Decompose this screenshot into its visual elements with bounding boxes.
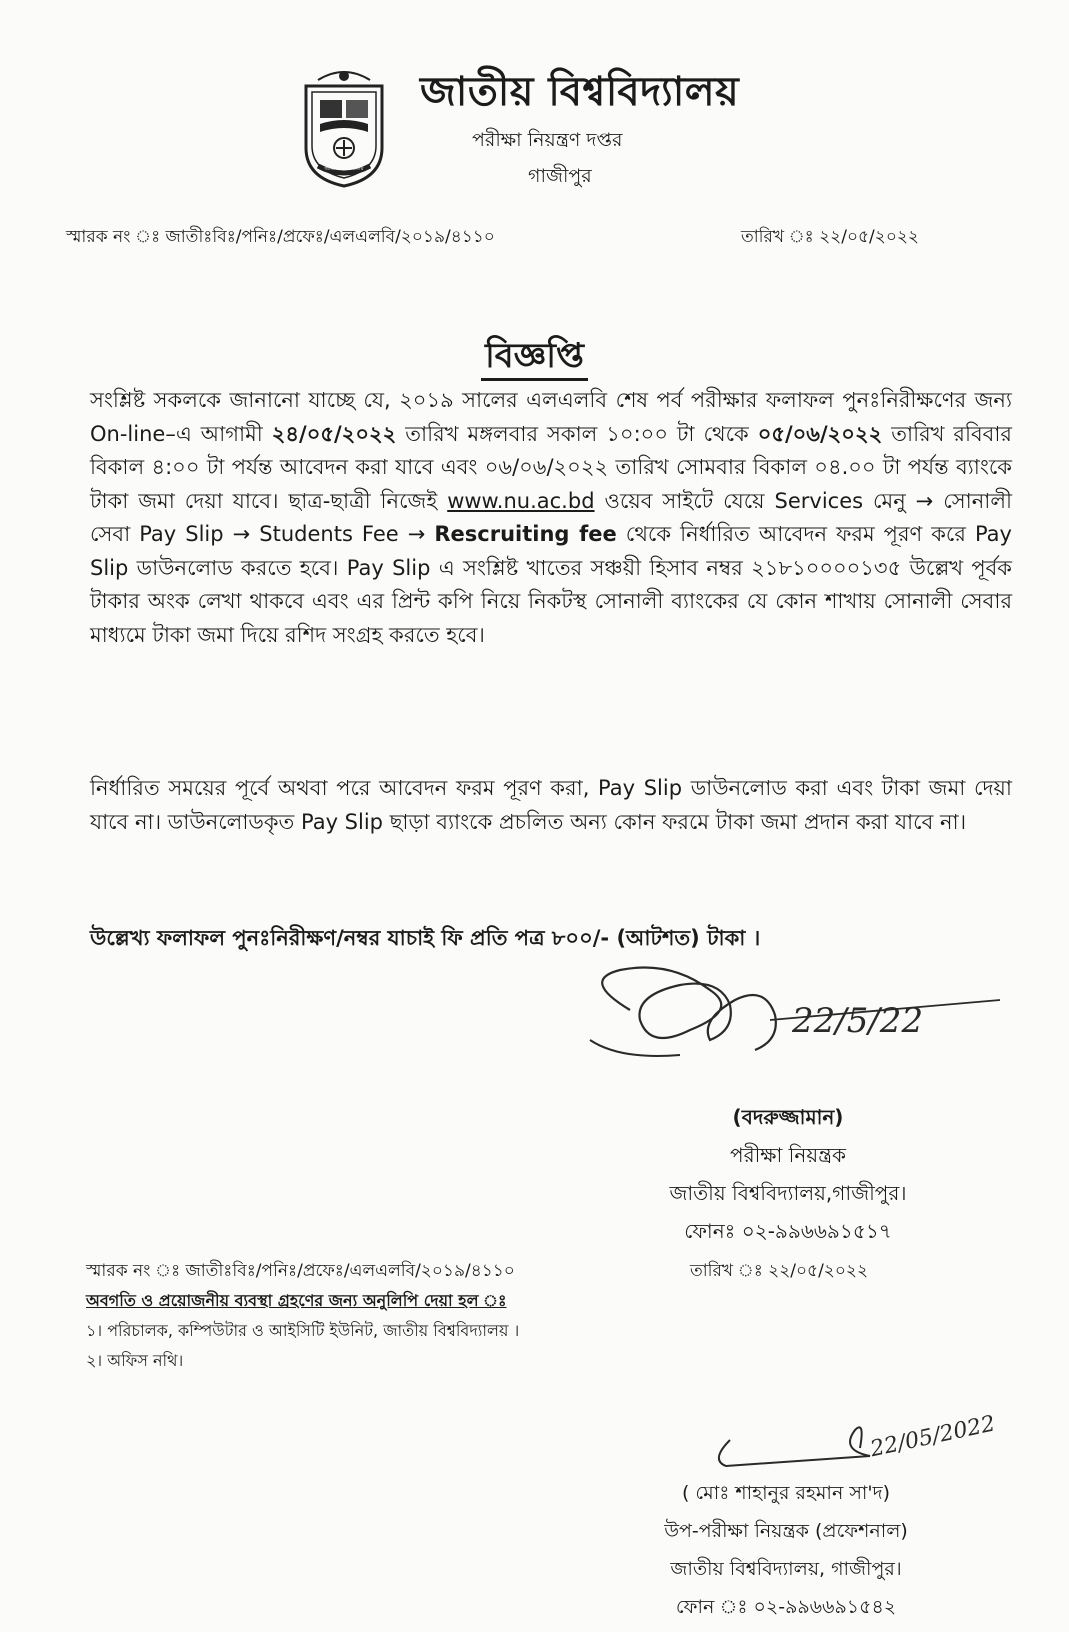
copy-item-2: ২। অফিস নথি।	[86, 1351, 184, 1370]
memo2-date: তারিখ ঃ ২২/০৫/২০২২	[690, 1261, 869, 1281]
signatory-1-name: (বদরুজ্জামান)	[732, 1105, 844, 1129]
signature-2-date: 22/05/2022	[868, 1411, 998, 1463]
website-link[interactable]: www.nu.ac.bd	[447, 488, 595, 513]
signatory-1-designation: পরীক্ষা নিয়ন্ত্রক	[730, 1143, 846, 1167]
signature-1	[560, 960, 1020, 1090]
signatory-1-block	[618, 1098, 958, 1250]
signature-1-date: 22/5/22	[792, 1001, 924, 1041]
signatory-2-name: ( মোঃ শাহানুর রহমান সা'দ)	[681, 1482, 891, 1504]
university-name: জাতীয় বিশ্ববিদ্যালয়	[420, 69, 740, 115]
p1-text-b: তারিখ মঙ্গলবার সকাল ১০:০০ টা থেকে	[396, 421, 758, 446]
copy-item-1: ১। পরিচালক, কম্পিউটার ও আইসিটি ইউনিট, জাতীয় বিশ্ববিদ্যালয় ।	[86, 1321, 520, 1340]
p1-text-a: সংশ্লিষ্ট সকলকে জানানো যাচ্ছে যে, ২০১৯ সালের এলএলবি শেষ পর্ব পরীক্ষার ফলাফল পুনঃনিরীক্ষণের জন্য On-line–এ আগামী	[90, 388, 1012, 446]
p1-fee-type: Rescruiting fee	[434, 522, 617, 546]
signatory-2-org: জাতীয় বিশ্ববিদ্যালয়, গাজীপুর।	[670, 1558, 902, 1580]
notice-title-wrap	[0, 330, 1069, 387]
signatory-2-designation: উপ-পরীক্ষা নিয়ন্ত্রক (প্রফেশনাল)	[664, 1520, 908, 1542]
notice-paragraph-2: নির্ধারিত সময়ের পূর্বে অথবা পরে আবেদন ফরম পূরণ করা, Pay Slip ডাউনলোড করা এবং টাকা জমা দেয়া যাবে না। ডাউনলোডকৃত Pay Slip ছাড়া ব্যাংকে প্রচলিত অন্য কোন ফরমে টাকা জমা প্রদান করা যাবে না।	[90, 776, 1012, 834]
signatory-2-phone: ফোন ঃ ০২-৯৯৬৬৯১৫৪২	[675, 1596, 897, 1618]
memo-number: স্মারক নং ঃ জাতীঃবিঃ/পনিঃ/প্রফেঃ/এলএলবি/২০১৯/৪১১০	[66, 227, 495, 247]
office-name: পরীক্ষা নিয়ন্ত্রণ দপ্তর	[472, 129, 623, 151]
office-city: গাজীপুর	[528, 165, 592, 187]
signatory-1-phone: ফোনঃ ০২-৯৯৬৬৯১৫১৭	[684, 1219, 892, 1243]
memo2-number: স্মারক নং ঃ জাতীঃবিঃ/পনিঃ/প্রফেঃ/এলএলবি/২০১৯/৪১১০	[86, 1261, 515, 1281]
notice-fee-line: উল্লেখ্য ফলাফল পুনঃনিরীক্ষণ/নম্বর যাচাই ফি প্রতি পত্র ৮০০/- (আটশত) টাকা ।	[90, 926, 761, 950]
p1-date-start: ২৪/০৫/২০২২	[271, 421, 397, 446]
seal-text: জাতীয় বিশ্ববিদ্যালয়	[324, 166, 364, 172]
notice-title: বিজ্ঞপ্তি	[481, 336, 588, 381]
signatory-2-block	[626, 1474, 946, 1626]
p1-text-d: ওয়েব সাইটে যেয়ে Services মেনু → সোনালী সেবা Pay Slip → Students Fee →	[90, 488, 1012, 546]
p1-date-end: ০৫/০৬/২০২২	[757, 421, 883, 446]
p1-text-e: থেকে নির্ধারিত আবেদন ফরম পূরণ করে Pay Slip ডাউনলোড করতে হবে। Pay Slip এ সংশ্লিষ্ট খাতের সঞ্চয়ী হিসাব নম্বর ২১৮১০০০০১৩৫ উল্লেখ পূর্বক টাকার অংক লেখা থাকবে এবং এর প্রিন্ট কপি নিয়ে নিকটস্থ সোনালী ব্যাংকের যে কোন শাখায় সোনালী সেবার মাধ্যমে টাকা জমা দিয়ে রশিদ সংগ্রহ করতে হবে।	[90, 522, 1012, 647]
p1-text-c: তারিখ রবিবার বিকাল ৪:০০ টা পর্যন্ত আবেদন করা যাবে এবং ০৬/০৬/২০২২ তারিখ সোমবার বিকাল ০৪.০০ টা পর্যন্ত ব্যাংকে টাকা জমা দেয়া যাবে। ছাত্র-ছাত্রী নিজেই	[90, 421, 1012, 513]
signatory-1-org: জাতীয় বিশ্ববিদ্যালয়,গাজীপুর।	[669, 1181, 907, 1205]
copy-heading: অবগতি ও প্রয়োজনীয় ব্যবস্থা গ্রহণের জন্য অনুলিপি দেয়া হল ঃ	[86, 1291, 507, 1310]
memo-date: তারিখ ঃ ২২/০৫/২০২২	[740, 227, 919, 247]
university-seal-logo	[296, 66, 392, 190]
signature-2	[690, 1410, 1020, 1480]
notice-paragraph-1	[90, 384, 1012, 652]
